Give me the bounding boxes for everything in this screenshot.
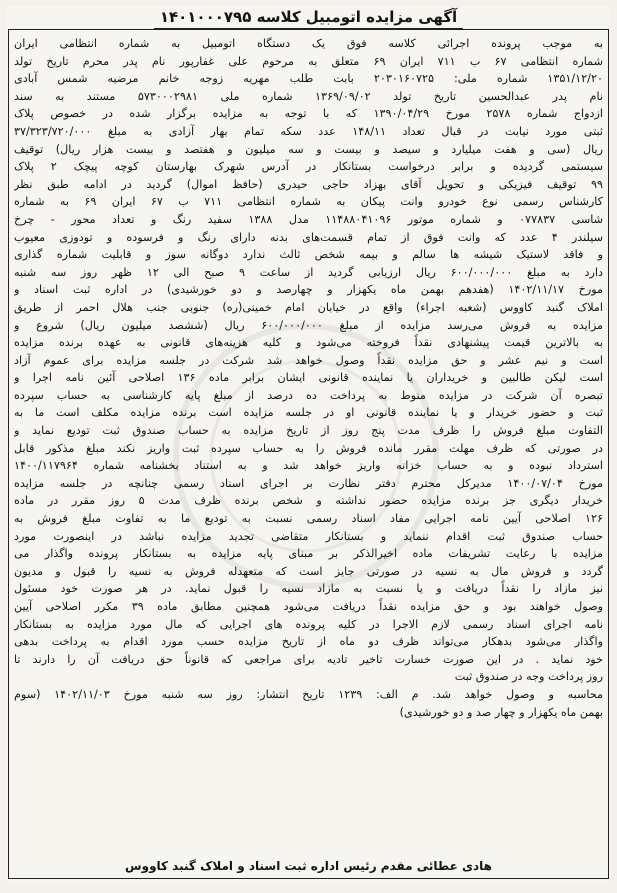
body-line: ۹۹ توقیف فیزیکی و تحویل آقای بهزاد حاجی حیدری (حافظ اموال) گردید در ادامه طبق نظر [14, 177, 603, 191]
body-line: خریدار دیگری جز برنده مزایده حضور نداشته و شخص برنده ظرف مدت ۵ روز مقرر در ماده [14, 494, 603, 508]
body-line: است لیکن طالبین و خریداران یا نماینده قانونی ایشان برابر ماده ۱۳۶ اصلاحی آئین نامه اجرا و [14, 371, 603, 385]
body-line: املاک گنبد کاووس (شعبه اجراء) واقع در خیابان امام خمینی(ره) جنوبی جنب هلال احمر از طریق [14, 300, 603, 314]
body-line: در صورتی که ظرف مهلت مقرر مانده فروش را به حساب سپرده ثبت واریز نکند مبلغ مذکور قابل [14, 441, 603, 455]
body-line: نام پدر عبدالحسین تاریخ تولد ۱۳۶۹/۰۹/۰۲ شماره ملی ۵۷۳۰۰۰۲۹۸۱ مستند به سند [14, 89, 603, 103]
body-line: نامه اجرای اسناد رسمی لازم الاجرا در کلیه پرونده های اجرایی که مال مورد مزایده به بستانکار [14, 617, 603, 631]
body-line: شاسی ۰۷۷۸۳۷ و شماره موتور ۱۱۴۸۸۰۴۱۰۹۶ مدل ۱۳۸۸ سفید رنگ و تعداد محور - چرخ [14, 212, 603, 226]
body-line: سیلندر ۴ عدد که وانت فوق از تمام قسمت‌های بدنه دارای رنگ و فرسوده و تودوزی معیوب [14, 230, 603, 244]
body-line: ریال (سی و هفت میلیارد و سیصد و بیست و سه میلیون و هفتصد و بیست هزار ریال) توقیف [14, 142, 603, 156]
body-line: استرداد نبوده و به حساب خزانه واریز خواهد شد و به استناد بخشنامه شماره ۱۴۰۰/۱۱۷۹۶۴ [14, 459, 603, 473]
signature: هادی عطائی مقدم رئیس اداره ثبت اسناد و املاک گنبد کاووس [125, 859, 492, 873]
body-line: ثبت و حضور خریدار و یا نماینده قانونی او در جلسه مزایده است برنده مزایده مکلف است ما به [14, 406, 603, 420]
body-line: محاسبه و وصول خواهد شد. م الف: ۱۲۳۹ تاریخ انتشار: روز سه شنبه مورخ ۱۴۰۲/۱۱/۰۳ (سوم [14, 687, 603, 701]
body-line: گردد و فروش مال به نسیه در صورتی جایز است که متعهدله فروش به نسیه را قبول و مدیون [14, 564, 603, 578]
body-line: التفاوت مبلغ فروش را ظرف مدت پنج روز از تاریخ مزایده به حساب صندوق ثبت تودیع نماید و [14, 424, 603, 438]
body-line: و فاقد لاستیک شیشه ها سالم و بیمه شخص ثالث ندارد دوگانه سوز و قابلیت شماره گذاری [14, 248, 603, 262]
body-line: مزایده به فروش می‌رسد مزایده از مبلغ ۶۰۰/۰۰۰/۰۰۰ ریال (ششصد میلیون ریال) شروع و [14, 318, 603, 332]
body-line: به موجب پرونده اجرائی کلاسه فوق یک دستگاه اتومبیل به شماره انتظامی ایران [14, 37, 603, 50]
body-line: مورخ ۱۴۰۰/۰۷/۰۴ مدیرکل محترم دفتر نظارت بر اجرای اسناد رسمی چنانچه در جلسه مزایده [14, 476, 603, 490]
notice-body [14, 35, 603, 721]
body-line: مورخ ۱۴۰۲/۱۱/۱۷ (هفدهم بهمن ماه یکهزار و چهارصد و دو خورشیدی) در اداره ثبت اسناد و [14, 283, 603, 297]
body-line: حساب صندوق ثبت اقدام ننماید و بستانکار متقاضی تجدید مزایده نباشد در اینصورت مورد [14, 529, 603, 543]
body-line: تبصره آن شرکت در مزایده منوط به پرداخت ده درصد از مبلغ پایه کارشناسی به حساب سپرده [14, 388, 603, 402]
body-line: سیستمی گردیده و برابر درخواست بستانکار در آدرس شهرک بهارستان کوچه پیچک ۲ پلاک [14, 160, 603, 174]
body-line: است و نیم عشر و حق مزایده نقداً وصول خواهد شد شرکت در جلسه مزایده برای عموم آزاد [14, 353, 603, 367]
auction-title: آگهی مزایده اتومبیل کلاسه ۱۴۰۱۰۰۰۷۹۵ [154, 6, 463, 29]
body-line: ازدواج شماره ۲۵۷۸ مورخ ۱۳۹۰/۰۴/۲۹ که با توجه به مزایده برگزار شده در خصوص پلاک [14, 107, 603, 121]
body-line: ۱۲۶ اصلاحی آیین نامه اجرایی مفاد اسناد رسمی نسبت به تودیع ما به تفاوت مبلغ فروش به [14, 512, 603, 526]
advertisement-page [6, 6, 611, 881]
body-line: بهمن ماه یکهزار و چهار صد و دو خورشیدی) [399, 705, 603, 719]
body-line: نیز مازاد را نقداً دریافت و یا نسبت به مازاد نسیه را قبول نماید. در هر صورت خود مسئول [14, 582, 603, 596]
body-line: خود نماید . در این صورت خسارت تاخیر تادیه برای مراجعی که قانوناً حق دریافت آن را دارند تا [14, 652, 603, 666]
body-line: واگذار می‌شود بدهکار می‌تواند ظرف دو ماه از تاریخ مزایده حسب مورد اقدام به پرداخت بدهی [14, 635, 603, 649]
body-line: به بالاترین قیمت پیشنهادی نقداً فروخته می‌شود و کلیه هزینه‌های قانونی به عهده برنده مزایده [14, 336, 603, 350]
body-line: کارشناس رسمی نوع خودرو وانت پیکان به شماره انتظامی ۷۱۱ ب ۶۷ ایران ۶۹ به شماره [14, 195, 603, 209]
body-line: روز پرداخت وجه در صندوق ثبت [454, 670, 603, 684]
body-line: ثبتی مورد نیابت در قبال تعداد ۱۴۸/۱۱ عدد سکه تمام بهار آزادی به مبلغ ۳۷/۳۲۳/۷۲۰/۰۰۰ [14, 124, 603, 138]
body-line: شماره انتظامی ۶۷ ب ۷۱۱ ایران ۶۹ متعلق به مرحوم علی غفارپور نام پدر محرم تاریخ تولد [14, 54, 603, 68]
body-line: ۱۳۵۱/۱۲/۲۰ شماره ملی: ۲۰۳۰۱۶۰۷۲۵ بابت طلب مهریه زوجه خانم مرضیه شمس آبادی [14, 72, 603, 86]
body-line: مزایده با رعایت تشریفات ماده اخیرالذکر بر مبنای پایه مزایده به بستانکار پرونده واگذار می [14, 547, 603, 561]
title-bar [6, 6, 611, 28]
body-line: وصول خواهند بود و حق مزایده نقداً دریافت می‌شود همچنین مطابق ماده ۳۹ مکرر اصلاحی آیین [14, 600, 603, 613]
body-line: دارد به مبلغ ۶۰۰/۰۰۰/۰۰۰ ریال ارزیابی گردید از ساعت ۹ صبح الی ۱۲ ظهر روز سه شنبه [14, 265, 603, 279]
